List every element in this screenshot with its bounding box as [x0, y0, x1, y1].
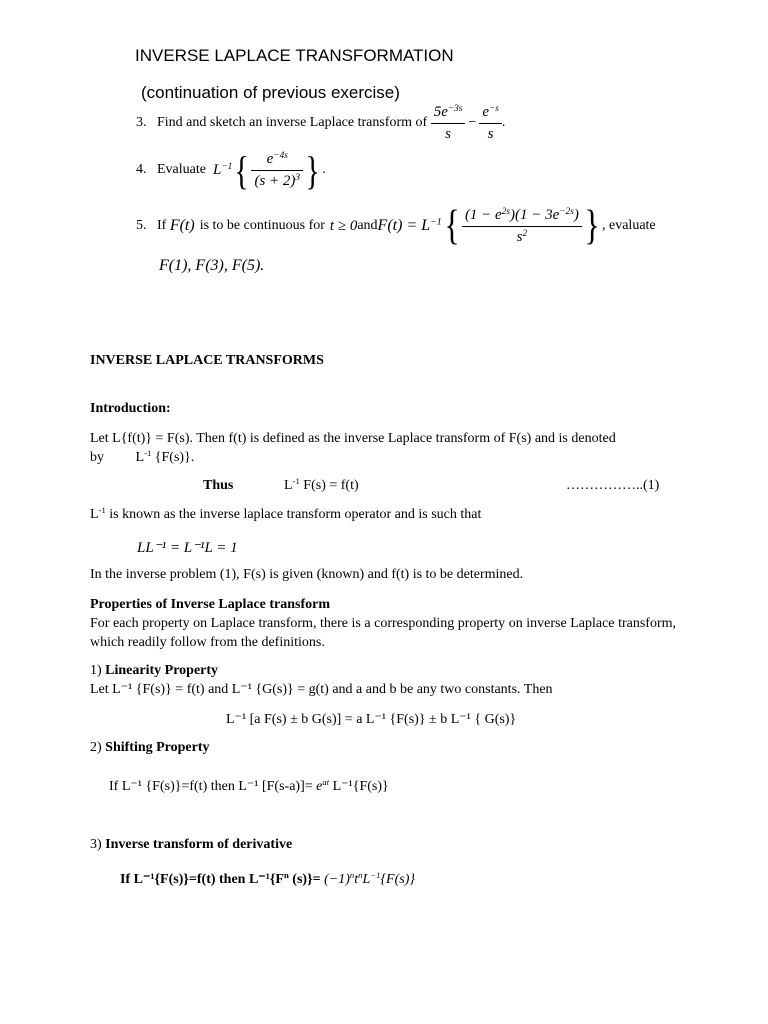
property-2-heading: 2) Shifting Property	[90, 740, 210, 755]
intro-heading: Introduction:	[90, 401, 171, 416]
property-3-heading: 3) Inverse transform of derivative	[90, 837, 293, 852]
property-1-heading: 1) Linearity Property	[90, 663, 219, 678]
property-3-formula: If L⁻¹{F(s)}=f(t) then $L^{-1}\{F^n$ $(s)\}= (-1)^nt^nL^{-1}\{F(s)\}$	[120, 870, 415, 887]
exercise-text: Evaluate	[157, 162, 206, 177]
equation-1: $L^{-1}$ F(s) = f(t)	[284, 476, 359, 493]
intro-paragraph: Let L{f(t)} = F(s). Then f(t) is defined as the inverse Laplace transform of F(s) and is denoted by $L^{-1}$ {F(s)}.	[90, 431, 616, 465]
equation-1-reference: ……………..(1)	[566, 478, 660, 493]
fraction-e-s-over-s: $\frac{e^{-s}}{s}$	[479, 104, 502, 143]
fraction-5e-3s-over-s: $\frac{5e^{-3s}}{s}$	[431, 104, 466, 143]
operator-description: $L^{-1}$ is known as the inverse laplace transform operator and is such that	[90, 505, 482, 522]
fraction-q5: $\frac{(1 - e^{2s})(1 - 3e^{-2s})}{s^2}$	[462, 207, 582, 246]
exercise-3: 3. Find and sketch an inverse Laplace transform of $\frac{5e^{-3s}}{s}$ − $\frac{e^{-s}}{s}$ .	[136, 103, 506, 142]
exercise-number: 3.	[136, 115, 147, 130]
property-1-statement: Let L⁻¹ {F(s)} = f(t) and L⁻¹ {G(s)} = g(t) and a and b be any two constants. Then	[90, 682, 553, 697]
exercise-text: Find and sketch an inverse Laplace transform of	[157, 115, 428, 130]
exercise-5-values: F(1), F(3), F(5).	[159, 257, 265, 274]
thus-label: Thus	[203, 478, 234, 493]
document-subtitle: (continuation of previous exercise)	[141, 83, 400, 102]
property-1-formula: L⁻¹ [a F(s) ± b G(s)] = a L⁻¹ {F(s)} ± b L⁻¹ { G(s)}	[226, 712, 517, 727]
exercise-number: 5.	[136, 218, 147, 233]
property-2-formula: If L⁻¹ {F(s)}=f(t) then L⁻¹ $[F(s-a)]= e^{at}$ L⁻¹{F(s)}	[109, 777, 389, 794]
properties-intro: For each property on Laplace transform, there is a corresponding property on inverse Laplace transform, which readily follow from the definitions.	[90, 616, 676, 650]
exercise-5: 5. If F(t) is to be continuous for t ≥ 0 and $F(t) = L^{-1}$ { $\frac{(1 - e^{2s})(1 - 3e^{-2s})}{s^2}$ } , evaluate	[136, 203, 656, 249]
properties-heading: Properties of Inverse Laplace transform	[90, 597, 331, 612]
section-title: INVERSE LAPLACE TRANSFORMS	[90, 353, 324, 368]
exercise-4: 4. Evaluate $L^{-1}$ { $\frac{e^{-4s}}{(s + 2)^3}$ } .	[136, 147, 326, 193]
operator-identity: LL⁻¹ = L⁻¹L = 1	[137, 540, 238, 556]
fraction-e-4s-over-s-plus-2-cubed: $\frac{e^{-4s}}{(s + 2)^3}$	[251, 151, 303, 190]
exercise-number: 4.	[136, 162, 147, 177]
problem-statement: In the inverse problem (1), F(s) is given (known) and f(t) is to be determined.	[90, 567, 524, 582]
document-title: INVERSE LAPLACE TRANSFORMATION	[135, 46, 454, 65]
